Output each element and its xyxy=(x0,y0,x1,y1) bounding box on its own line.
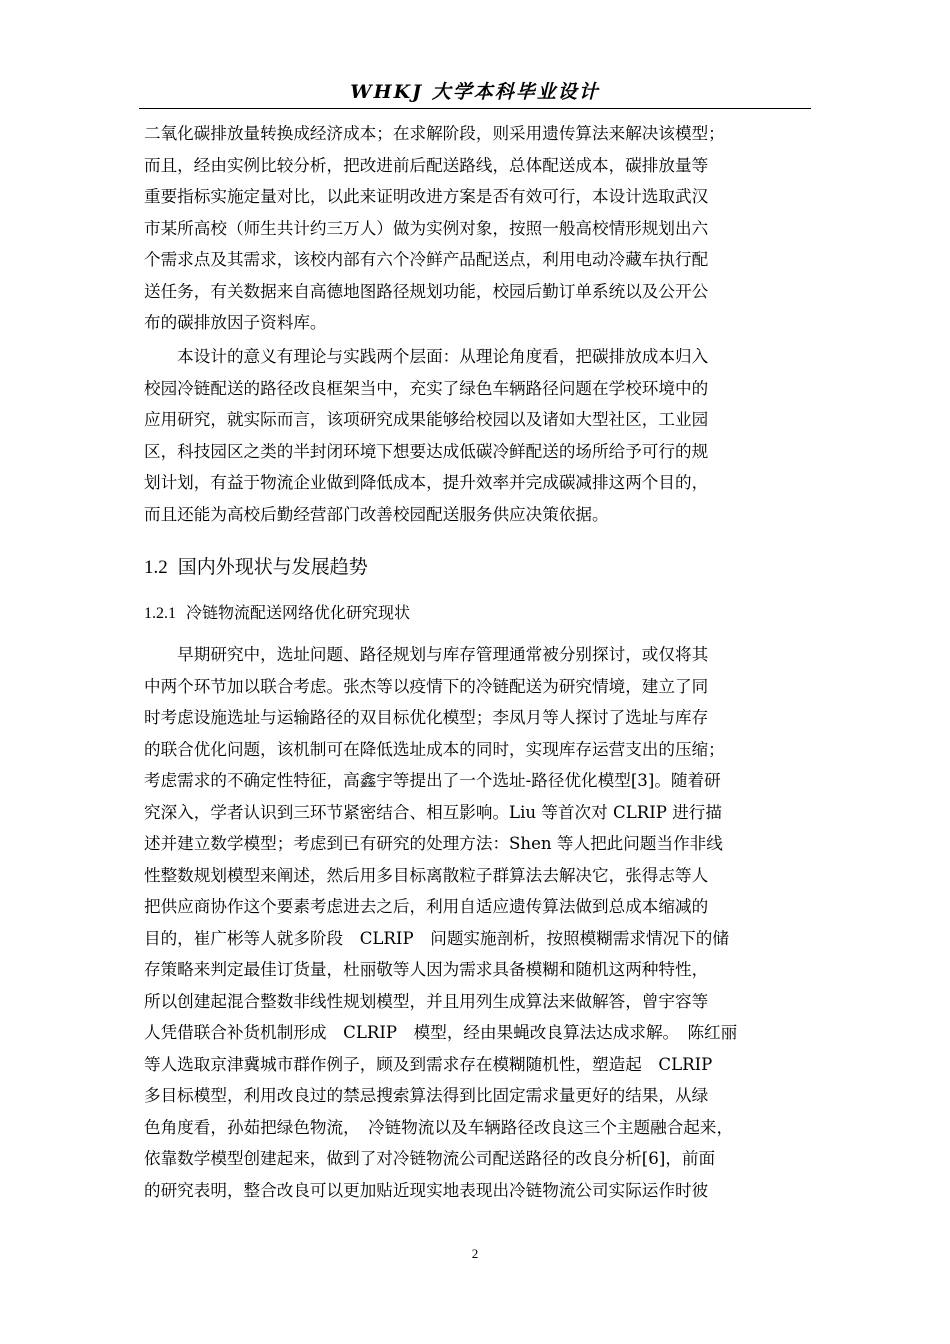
paragraph-line: 校园冷链配送的路径改良框架当中，充实了绿色车辆路径问题在学校环境中的 xyxy=(144,378,709,398)
paragraph-line: 究深入，学者认识到三环节紧密结合、相互影响。Liu 等首次对 CLRIP 进行描 xyxy=(144,802,722,822)
paragraph-line: 目的，崔广彬等人就多阶段 CLRIP 问题实施剖析，按照模糊需求情况下的储 xyxy=(144,928,729,948)
paragraph-line: 存策略来判定最佳订货量，杜丽敬等人因为需求具备模糊和随机这两种特性， xyxy=(144,960,709,979)
paragraph-line: 本设计的意义有理论与实践两个层面：从理论角度看，把碳排放成本归入 xyxy=(144,347,709,366)
paragraph-1 xyxy=(144,118,810,339)
page-number: 2 xyxy=(471,1246,479,1261)
paragraph-line: 多目标模型，利用改良过的禁忌搜索算法得到比固定需求量更好的结果，从绿 xyxy=(144,1086,709,1105)
paragraph-line: 早期研究中，选址问题、路径规划与库存管理通常被分别探讨，或仅将其 xyxy=(144,645,709,664)
paragraph-line: 人凭借联合补货机制形成 CLRIP 模型，经由果蝇改良算法达成求解。 陈红丽 xyxy=(144,1023,738,1042)
paragraph-line: 而且还能为高校后勤经营部门改善校园配送服务供应决策依据。 xyxy=(144,504,609,524)
paragraph-line: 等人选取京津冀城市群作例子，顾及到需求存在模糊随机性，塑造起 CLRIP xyxy=(144,1054,713,1074)
paragraph-line: 送任务，有关数据来自高德地图路径规划功能，校园后勤订单系统以及公开公 xyxy=(144,281,709,301)
paragraph-line: 二氧化碳排放量转换成经济成本；在求解阶段，则采用遗传算法来解决该模型； xyxy=(144,124,725,143)
paragraph-line: 中两个环节加以联合考虑。张杰等以疫情下的冷链配送为研究情境，建立了同 xyxy=(144,676,709,696)
paragraph-3 xyxy=(144,639,810,1206)
paragraph-line: 区，科技园区之类的半封闭环境下想要达成低碳冷鲜配送的场所给予可行的规 xyxy=(144,441,709,461)
header-divider xyxy=(139,108,811,109)
paragraph-line: 所以创建起混合整数非线性规划模型，并且用列生成算法来做解答，曾宇容等 xyxy=(144,991,709,1011)
section-heading xyxy=(144,551,368,584)
paragraph-line: 的联合优化问题，该机制可在降低选址成本的同时，实现库存运营支出的压缩； xyxy=(144,739,725,759)
subsection-title: 冷链物流配送网络优化研究现状 xyxy=(186,603,411,622)
paragraph-line: 述并建立数学模型；考虑到已有研究的处理方法：Shen 等人把此问题当作非线 xyxy=(144,834,723,853)
paragraph-line: 划计划，有益于物流企业做到降低成本，提升效率并完成碳减排这两个目的， xyxy=(144,473,709,492)
page-header-title: WHKJ 大学本科毕业设计 xyxy=(350,81,600,103)
paragraph-line: 考虑需求的不确定性特征，高鑫宇等提出了一个选址-路径优化模型[3]。随着研 xyxy=(144,771,721,790)
paragraph-2 xyxy=(144,341,810,530)
paragraph-line: 个需求点及其需求，该校内部有六个冷鲜产品配送点，利用电动冷藏车执行配 xyxy=(144,250,709,269)
paragraph-line: 市某所高校（师生共计约三万人）做为实例对象，按照一般高校情形规划出六 xyxy=(144,218,709,238)
paragraph-line: 依靠数学模型创建起来，做到了对冷链物流公司配送路径的改良分析[6]，前面 xyxy=(144,1149,716,1168)
paragraph-line: 布的碳排放因子资料库。 xyxy=(144,313,327,332)
subsection-heading xyxy=(144,599,410,628)
paragraph-line: 色角度看，孙茹把绿色物流， 冷链物流以及车辆路径改良这三个主题融合起来， xyxy=(144,1117,734,1137)
section-title: 国内外现状与发展趋势 xyxy=(177,556,368,578)
paragraph-line: 重要指标实施定量对比，以此来证明改进方案是否有效可行，本设计选取武汉 xyxy=(144,187,709,206)
paragraph-line: 把供应商协作这个要素考虑进去之后，利用自适应遗传算法做到总成本缩减的 xyxy=(144,897,709,916)
paragraph-line: 时考虑设施选址与运输路径的双目标优化模型；李凤月等人探讨了选址与库存 xyxy=(144,708,709,727)
paragraph-line: 的研究表明，整合改良可以更加贴近现实地表现出冷链物流公司实际运作时彼 xyxy=(144,1180,709,1200)
section-number: 1.2 xyxy=(144,557,168,578)
subsection-number: 1.2.1 xyxy=(144,605,176,622)
paragraph-line: 应用研究，就实际而言，该项研究成果能够给校园以及诸如大型社区，工业园 xyxy=(144,410,709,429)
paragraph-line: 而且，经由实例比较分析，把改进前后配送路线，总体配送成本，碳排放量等 xyxy=(144,155,709,175)
paragraph-line: 性整数规划模型来阐述，然后用多目标离散粒子群算法去解决它，张得志等人 xyxy=(144,865,709,885)
